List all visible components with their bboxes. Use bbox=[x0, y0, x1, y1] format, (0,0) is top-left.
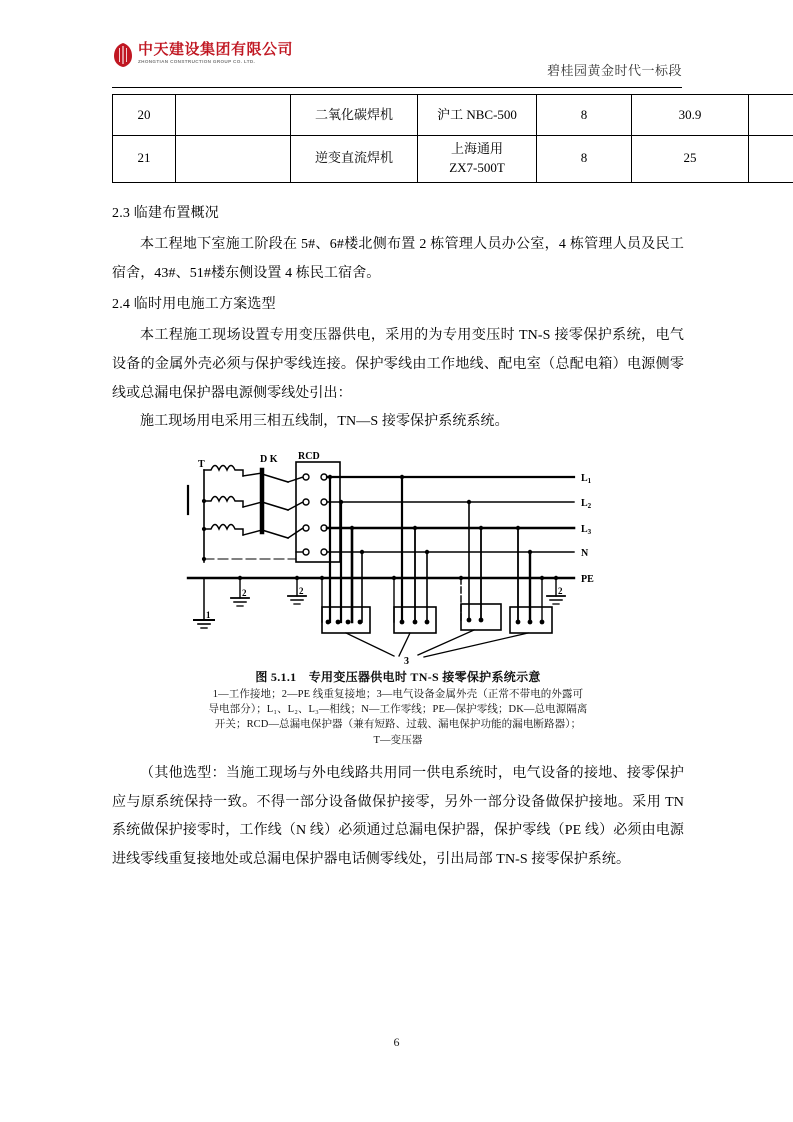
cell-index: 21 bbox=[113, 136, 176, 183]
cell-index: 20 bbox=[113, 95, 176, 136]
company-logo bbox=[112, 42, 293, 68]
box4-tap-PE bbox=[540, 576, 544, 580]
callout-leader-1 bbox=[346, 633, 394, 656]
company-name-cn: 中天建设集团有限公司 bbox=[138, 40, 294, 58]
section-2-3-heading: 2.3 临建布置概况 bbox=[112, 206, 219, 221]
transformer-coil-1 bbox=[204, 466, 243, 477]
label-rcd: RCD bbox=[298, 452, 320, 462]
box1-terminal-3 bbox=[346, 620, 351, 625]
box2-tap-L3 bbox=[413, 526, 417, 530]
transformer-node-3 bbox=[202, 527, 206, 531]
tns-diagram-figure bbox=[112, 452, 684, 748]
figure-note-line-4: T—变压器 bbox=[373, 734, 423, 746]
label-working-earth: 1 bbox=[206, 610, 211, 620]
cell-quantity: 8 bbox=[537, 95, 632, 136]
callout-leader-2 bbox=[399, 633, 410, 656]
box3-terminal-2 bbox=[479, 618, 484, 623]
cell-last bbox=[749, 136, 793, 183]
figure-note-line-1: 1—工作接地；2—PE 线重复接地；3—电气设备金属外壳（正常不带电的外露可 bbox=[212, 689, 584, 700]
rcd-contact-rn bbox=[321, 549, 327, 555]
page-header bbox=[112, 38, 682, 88]
cell-name: 二氧化碳焊机 bbox=[291, 95, 418, 136]
company-logo-icon bbox=[112, 42, 134, 68]
figure-caption-title: 图 5.1.1 专用变压器供电时 TN-S 接零保护系统示意 bbox=[255, 670, 541, 684]
section-2-3-paragraph: 本工程地下室施工阶段在 5#、6#楼北侧布置 2 栋管理人员办公室，4 栋管理人员及民工宿舍，43#、51#楼东侧设置 4 栋民工宿舍。 bbox=[112, 237, 684, 282]
box1-terminal-4 bbox=[358, 620, 363, 625]
label-dk-switch: D K bbox=[260, 454, 278, 465]
label-repeat-earth-b: 2 bbox=[299, 586, 304, 596]
tns-system-diagram bbox=[178, 452, 618, 664]
page-number: 6 bbox=[393, 1035, 400, 1049]
rcd-contact-ln bbox=[303, 549, 309, 555]
rcd-contact-r2 bbox=[321, 499, 327, 505]
dk-blade-1 bbox=[262, 474, 288, 482]
figure-note-line-3: 开关；RCD—总漏电保护器（兼有短路、过载、漏电保护功能的漏电断路器）； bbox=[214, 719, 582, 731]
section-2-4-heading: 2.4 临时用电施工方案选型 bbox=[112, 297, 276, 312]
table-row bbox=[113, 136, 793, 183]
cell-blank bbox=[176, 95, 291, 136]
box4-terminal-1 bbox=[516, 620, 521, 625]
dk-lead-1 bbox=[243, 473, 262, 476]
equipment-table bbox=[112, 94, 793, 183]
box2-tap-L1 bbox=[400, 475, 404, 479]
box1-tap-PE bbox=[320, 576, 324, 580]
box2-terminal-1 bbox=[400, 620, 405, 625]
box2-tap-PE bbox=[392, 576, 396, 580]
cell-power: 25 bbox=[632, 136, 749, 183]
box1-terminal-1 bbox=[326, 620, 331, 625]
box4-terminal-2 bbox=[528, 620, 533, 625]
box2-tap-N bbox=[425, 550, 429, 554]
box1-tap-L3 bbox=[350, 526, 354, 530]
box1-tap-N bbox=[360, 550, 364, 554]
section-2-4 bbox=[112, 294, 684, 437]
dk-blade-3 bbox=[262, 530, 288, 538]
section-2-4-paragraph-1: 本工程施工现场设置专用变压器供电，采用的为专用变压时 TN-S 接零保护系统，电气设备的金属外壳必须与保护零线连接。保护零线由工作地线、配电室（总配电箱）电源侧零线或总漏电保护器电源侧零线处引出： bbox=[112, 328, 684, 401]
dk-lead-2 bbox=[243, 502, 262, 507]
box2-terminal-2 bbox=[413, 620, 418, 625]
section-2-4-paragraph-2: 施工现场用电采用三相五线制，TN—S 接零保护系统系统。 bbox=[140, 414, 509, 430]
equipment-table-body bbox=[113, 95, 793, 183]
cell-quantity: 8 bbox=[537, 136, 632, 183]
project-title: 碧桂园黄金时代一标段 bbox=[546, 63, 682, 78]
box1-tap-L2 bbox=[339, 500, 343, 504]
cell-name: 逆变直流焊机 bbox=[291, 136, 418, 183]
dk-blade-2 bbox=[262, 502, 288, 510]
box2-terminal-3 bbox=[425, 620, 430, 625]
label-L3: $L_3$ bbox=[581, 524, 592, 536]
label-PE: PE bbox=[581, 574, 594, 585]
box3-terminal-1 bbox=[467, 618, 472, 623]
cell-blank bbox=[176, 136, 291, 183]
label-repeat-earth-a: 2 bbox=[242, 588, 247, 598]
label-repeat-earth-c: 2 bbox=[558, 586, 563, 596]
box3-tap-L3 bbox=[479, 526, 483, 530]
label-L2: $L_2$ bbox=[581, 498, 592, 510]
cell-last bbox=[749, 95, 793, 136]
label-equipment-callout: 3 bbox=[404, 656, 409, 664]
rcd-contact-l1 bbox=[303, 474, 309, 480]
cell-model-line1: 沪工 NBC-500 bbox=[437, 106, 517, 122]
box4-terminal-3 bbox=[540, 620, 545, 625]
cell-model bbox=[418, 136, 537, 183]
rcd-contact-l3 bbox=[303, 525, 309, 531]
header-divider bbox=[112, 87, 682, 88]
company-name-en: ZHONGTIAN CONSTRUCTION GROUP CO. LTD. bbox=[138, 58, 256, 64]
dk-lead-3 bbox=[243, 530, 262, 535]
transformer-coil-2 bbox=[204, 497, 243, 508]
table-row bbox=[113, 95, 793, 136]
box4-tap-L3 bbox=[516, 526, 520, 530]
box3-tap-PE bbox=[459, 576, 463, 580]
box1-terminal-2 bbox=[336, 620, 341, 625]
section-2-4-paragraph-3: （其他选型：当施工现场与外电线路共用同一供电系统时，电气设备的接地、接零保护应与原系统保持一致。不得一部分设备做保护接零，另外一部分设备做保护接地。采用 TN 系统做保护接零时，工作线（N 线）必须通过总漏电保护器，保护零线（PE 线）必须由电源进线零线重复接地处或总漏电保护器电话侧零线处，引出局部 TN-S 接零保护系统。 bbox=[112, 766, 684, 868]
label-L1: $L_1$ bbox=[581, 473, 592, 485]
company-logo-text bbox=[138, 42, 293, 64]
transformer-coil-3 bbox=[204, 525, 243, 536]
label-N: N bbox=[581, 548, 589, 559]
cell-model bbox=[418, 95, 537, 136]
box4-tap-N bbox=[528, 550, 532, 554]
cell-model-line2: ZX7-500T bbox=[449, 159, 505, 175]
figure-caption-notes bbox=[112, 687, 684, 748]
rcd-contact-l2 bbox=[303, 499, 309, 505]
cell-power: 30.9 bbox=[632, 95, 749, 136]
label-transformer: T bbox=[198, 459, 205, 470]
cell-model-line1: 上海通用 bbox=[450, 141, 503, 156]
figure-note-line-2: 导电部分）；L₁、L₂、L₃—相线；N—工作零线；PE—保护零线；DK—总电源隔离 bbox=[208, 704, 588, 716]
section-2-4-closing bbox=[112, 760, 684, 875]
section-2-3 bbox=[112, 203, 684, 289]
box3-tap-L2 bbox=[467, 500, 471, 504]
transformer-node-2 bbox=[202, 499, 206, 503]
box1-tap-L1 bbox=[328, 475, 332, 479]
